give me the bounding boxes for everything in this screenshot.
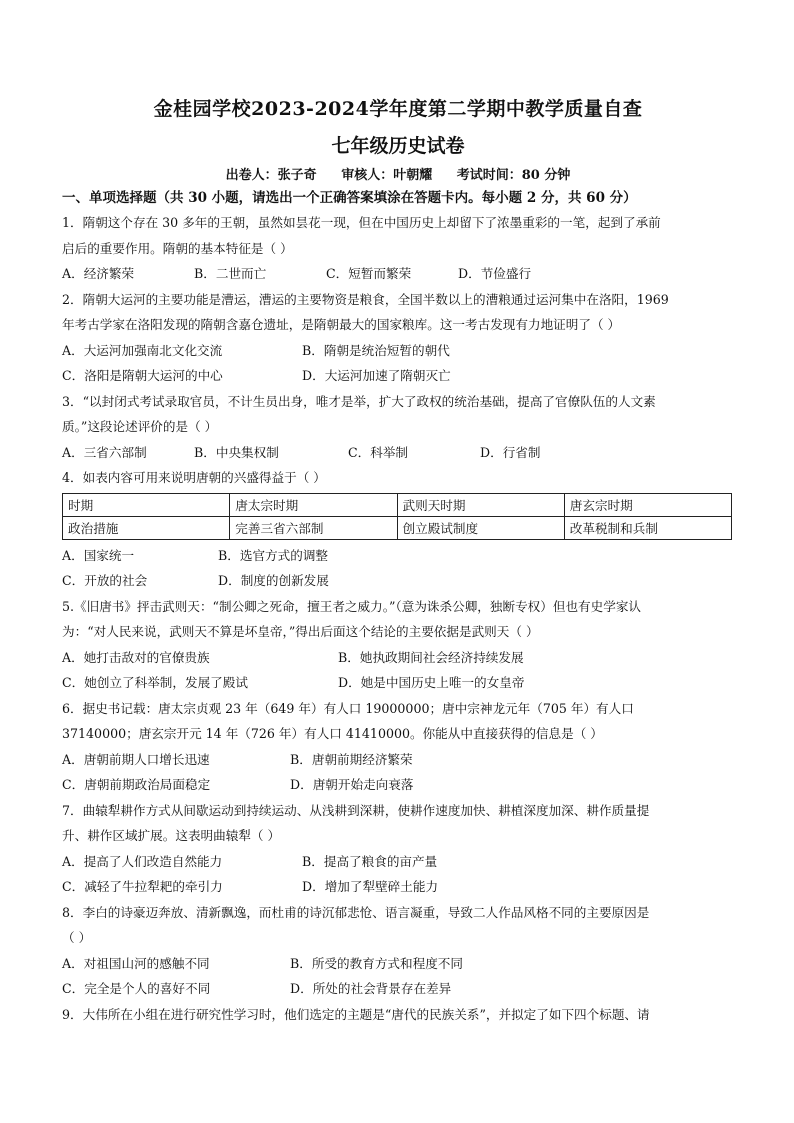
option-c: C．减轻了牛拉犁耙的牵引力 (62, 879, 223, 894)
option-b: B．二世而亡 (194, 266, 267, 281)
question-7-line-2: 升、耕作区域扩展。这表明曲辕犁（ ） (62, 828, 281, 843)
question-4-options-cd (62, 568, 734, 594)
exam-page (62, 92, 734, 1027)
table-cell: 唐太宗时期 (230, 493, 397, 516)
option-c: C．完全是个人的喜好不同 (62, 981, 211, 996)
question-8-options-ab (62, 951, 734, 977)
option-d: D．大运河加速了隋朝灭亡 (302, 368, 451, 383)
option-a: A．大运河加强南北文化交流 (62, 342, 223, 358)
question-8-line-2: （ ） (62, 930, 92, 945)
option-b: B．选官方式的调整 (218, 547, 329, 563)
option-c: C．洛阳是隋朝大运河的中心 (62, 368, 223, 383)
question-2-options-cd (62, 363, 734, 389)
question-9-line-1: 9．大伟所在小组在进行研究性学习时，他们选定的主题是“唐代的民族关系”，并拟定了如下四个标题、请 (62, 1006, 650, 1022)
exam-staff-line (62, 166, 734, 186)
table-cell: 创立殿试制度 (397, 516, 564, 539)
author: 出卷人：张子奇 (225, 168, 317, 183)
question-5-options-ab (62, 645, 734, 671)
question-1-options (62, 261, 734, 287)
option-a: A．国家统一 (62, 547, 135, 563)
table-row (63, 493, 732, 516)
option-a: A．提高了人们改造自然能力 (62, 853, 223, 869)
option-d: D．唐朝开始走向衰落 (290, 777, 414, 792)
option-a: A．对祖国山河的感触不同 (62, 955, 210, 971)
question-1-line-2: 启后的重要作用。隋朝的基本特征是（ ） (62, 240, 293, 256)
table-row (63, 516, 732, 539)
exam-title: 金桂园学校2023-2024学年度第二学期中教学质量自查 (153, 98, 643, 120)
exam-time: 考试时间：80 分钟 (456, 168, 571, 183)
option-a: A．她打击敌对的官僚贵族 (62, 649, 210, 665)
option-d: D．行省制 (480, 444, 541, 460)
question-4-line-1: 4．如表内容可用来说明唐朝的兴盛得益于（ ） (62, 470, 326, 485)
table-cell: 政治措施 (63, 516, 230, 539)
option-a: A．经济繁荣 (62, 266, 135, 281)
question-7-line-1: 7．曲辕犁耕作方式从间歇运动到持续运动、从浅耕到深耕，使耕作速度加快、耕植深度加深、耕作质量提 (62, 802, 650, 818)
option-b: B．她执政期间社会经济持续发展 (338, 649, 524, 665)
option-c: C．短暂而繁荣 (326, 266, 412, 281)
section-heading: 一、单项选择题（共 30 小题，请选出一个正确答案填涂在答题卡内。每小题 2 分，共 60 分） (62, 190, 637, 206)
option-d: D．制度的创新发展 (218, 573, 329, 588)
option-d: D．增加了犁壁碎土能力 (302, 879, 439, 894)
question-7-options-ab (62, 849, 734, 875)
question-6-options-ab (62, 747, 734, 773)
question-1-line-1: 1．隋朝这个存在 30 多年的王朝，虽然如昙花一现，但在中国历史上却留下了浓墨重彩的一笔，起到了承前 (62, 215, 661, 230)
question-2-line-2: 年考古学家在洛阳发现的隋朝含嘉仓遗址，是隋朝最大的国家粮库。这一考古发现有力地证明了（ ） (62, 317, 621, 332)
table-cell: 时期 (63, 493, 230, 516)
question-5-line-2: 为：“对人民来说，武则天不算是坏皇帝，”得出后面这个结论的主要依据是武则天（ ） (62, 624, 539, 639)
question-2-line-1: 2．隋朝大运河的主要功能是漕运，漕运的主要物资是粮食，全国半数以上的漕粮通过运河集中在洛阳，1969 (62, 291, 669, 307)
table-cell: 改革税制和兵制 (564, 516, 731, 539)
option-c: C．她创立了科举制，发展了殿试 (62, 675, 248, 690)
question-3-options (62, 440, 734, 466)
table-cell: 武则天时期 (397, 493, 564, 516)
option-b: B．隋朝是统治短暂的朝代 (302, 342, 450, 358)
table-cell: 完善三省六部制 (230, 516, 397, 539)
option-b: B．所受的教育方式和程度不同 (290, 955, 463, 971)
option-b: B．唐朝前期经济繁荣 (290, 751, 413, 767)
option-b: B．中央集权制 (194, 444, 279, 460)
question-5-options-cd (62, 670, 734, 696)
option-a: A．三省六部制 (62, 444, 147, 460)
question-8-line-1: 8．李白的诗豪迈奔放、清新飘逸，而杜甫的诗沉郁悲怆、语言凝重，导致二人作品风格不同的主要原因是 (62, 904, 650, 920)
question-2-options-ab (62, 338, 734, 364)
option-b: B．提高了粮食的亩产量 (302, 853, 438, 869)
exam-subtitle: 七年级历史试卷 (331, 135, 465, 157)
question-6-options-cd (62, 772, 734, 798)
question-7-options-cd (62, 874, 734, 900)
question-3-line-1: 3．“以封闭式考试录取官员，不计生员出身，唯才是举，扩大了政权的统治基础，提高了官僚队伍的人文素 (62, 393, 656, 409)
option-c: C．唐朝前期政治局面稳定 (62, 777, 211, 792)
option-a: A．唐朝前期人口增长迅速 (62, 751, 210, 767)
question-4-table (62, 493, 732, 540)
option-c: C．开放的社会 (62, 573, 148, 588)
question-3-line-2: 质。”这段论述评价的是（ ） (62, 419, 218, 434)
question-8-options-cd (62, 976, 734, 1002)
question-4-options-ab (62, 543, 734, 569)
option-d: D．所处的社会背景存在差异 (290, 981, 452, 996)
table-cell: 唐玄宗时期 (564, 493, 731, 516)
reviewer: 审核人：叶朝耀 (341, 168, 433, 183)
option-d: D．节俭盛行 (458, 266, 532, 281)
question-5-line-1: 5.《旧唐书》抨击武则天：“制公卿之死命，擅王者之威力。”（意为诛杀公卿，独断专权）但也有史学家认 (62, 598, 642, 614)
option-d: D．她是中国历史上唯一的女皇帝 (338, 675, 525, 690)
question-6-line-2: 37140000；唐玄宗开元 14 年（726 年）有人口 41410000。你能从中直接获得的信息是（ ） (62, 726, 603, 741)
question-6-line-1: 6．据史书记载：唐太宗贞观 23 年（649 年）有人口 19000000；唐中宗神龙元年（705 年）有人口 (62, 700, 634, 716)
option-c: C．科举制 (348, 444, 409, 460)
